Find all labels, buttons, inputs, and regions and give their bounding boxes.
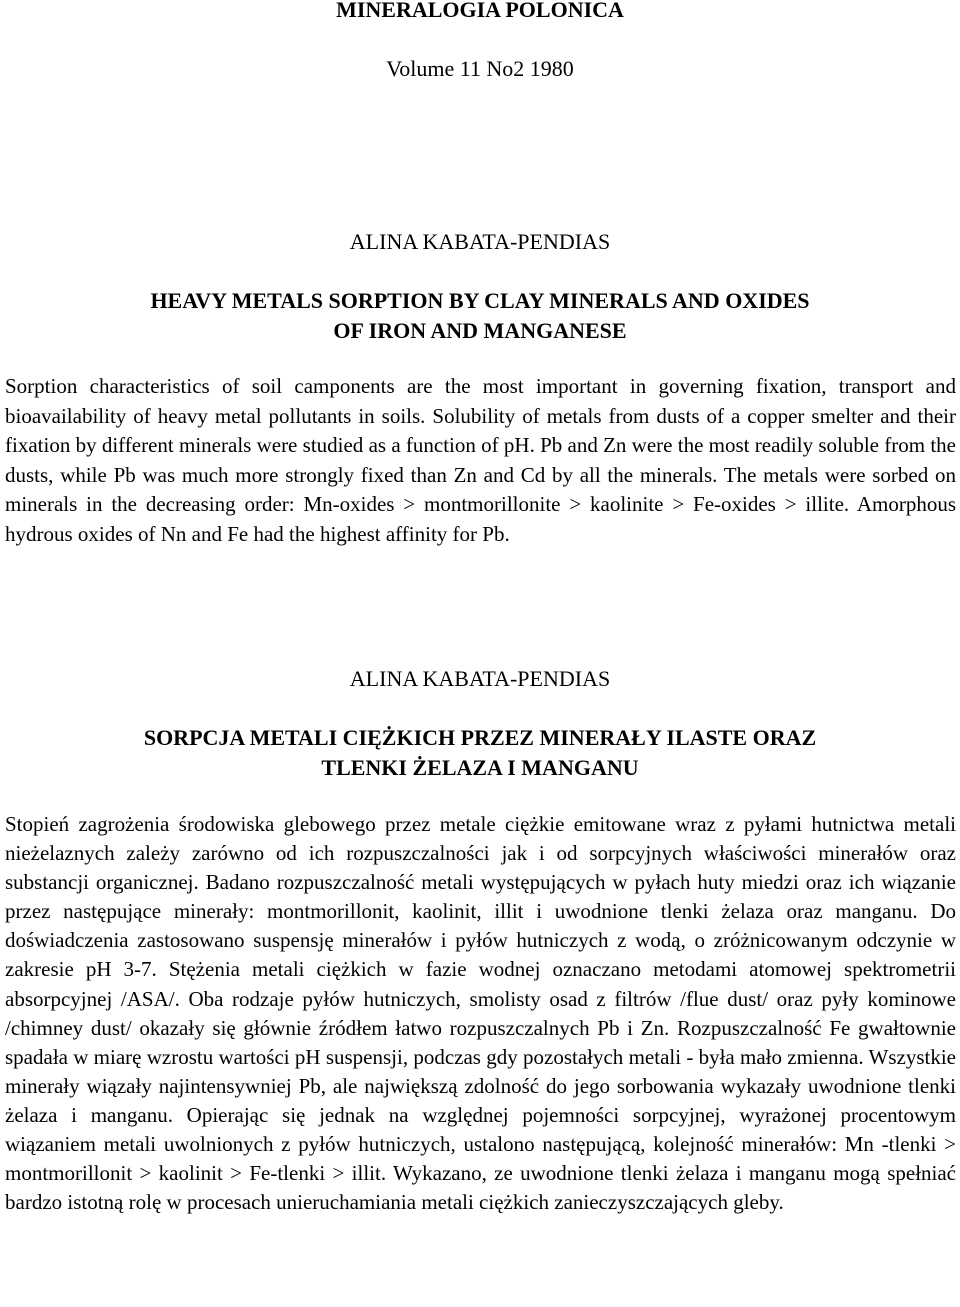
article-title-english-line-2: OF IRON AND MANGANESE xyxy=(333,318,627,343)
article-title-polish xyxy=(0,723,960,783)
article-title-polish-line-2: TLENKI ŻELAZA I MANGANU xyxy=(321,755,639,780)
journal-name: MINERALOGIA POLONICA xyxy=(336,0,624,22)
journal-volume: Volume 11 No2 1980 xyxy=(386,56,574,81)
abstract-polish: Stopień zagrożenia środowiska glebowego przez metale ciężkie emitowane wraz z pyłami hutnictwa metali nieżelaznych zależy zarówno od ich rozpuszczalności jak i od sorpcyjnych właściwości minerałów oraz substancji organicznej. Badano rozpuszczalność metali występujących w pyłach huty miedzi oraz ich wiązanie przez następujące minerały: montmorillonit, kaolinit, illit i uwodnione tlenki żelaza oraz manganu. Do doświadczenia zastosowano suspensję minerałów i pyłów hutniczych z wodą, o zróżnicowanym odczynie w zakresie pH 3-7. Stężenia metali ciężkich w fazie wodnej oznaczano metodami atomowej spektrometrii absorpcyjnej /ASA/. Oba rodzaje pyłów hutniczych, smolisty osad z filtrów /flue dust/ oraz pyły kominowe /chimney dust/ okazały się głównie źródłem łatwo rozpuszczalnych Pb i Zn. Rozpuszczalność Fe gwałtownie spadała w miarę wzrostu wartości pH suspensji, podczas gdy pozostałych metali - była mało zmienna. Wszystkie minerały wiązały najintensywniej Pb, ale największą zdolność do jego sorbowania wykazały uwodnione tlenki żelaza i manganu. Opierając się jednak na względnej pojemności sorpcyjnej, wyrażonej procentowym wiązaniem metali uwolnionych z pyłów hutniczych, ustalono następującą, kolejność minerałów: Mn -tlenki > montmorillonit > kaolinit > Fe-tlenki > illit. Wykazano, ze uwodnione tlenki żelaza i manganu mogą spełniać bardzo istotną rolę w procesach unieruchamiania metali ciężkich zanieczyszczających gleby. xyxy=(5,812,956,1215)
article-title-english-line-1: HEAVY METALS SORPTION BY CLAY MINERALS AND OXIDES xyxy=(150,288,810,313)
author-name-english: ALINA KABATA-PENDIAS xyxy=(349,229,611,254)
author-name-polish: ALINA KABATA-PENDIAS xyxy=(349,666,611,691)
article-title-polish-line-1: SORPCJA METALI CIĘŻKICH PRZEZ MINERAŁY ILASTE ORAZ xyxy=(143,725,817,750)
article-title-english xyxy=(0,286,960,346)
abstract-english: Sorption characteristics of soil camponents are the most important in governing fixation, transport and bioavailability of heavy metal pollutants in soils. Solubility of metals from dusts of a copper smelter and their fixation by different minerals were studied as a function of pH. Pb and Zn were the most readily soluble from the dusts, while Pb was much more strongly fixed than Zn and Cd by all the minerals. The metals were sorbed on minerals in the decreasing order: Mn-oxides > montmorillonite > kaolinite > Fe-oxides > illite. Amorphous hydrous oxides of Nn and Fe had the highest affinity for Pb. xyxy=(5,374,956,546)
